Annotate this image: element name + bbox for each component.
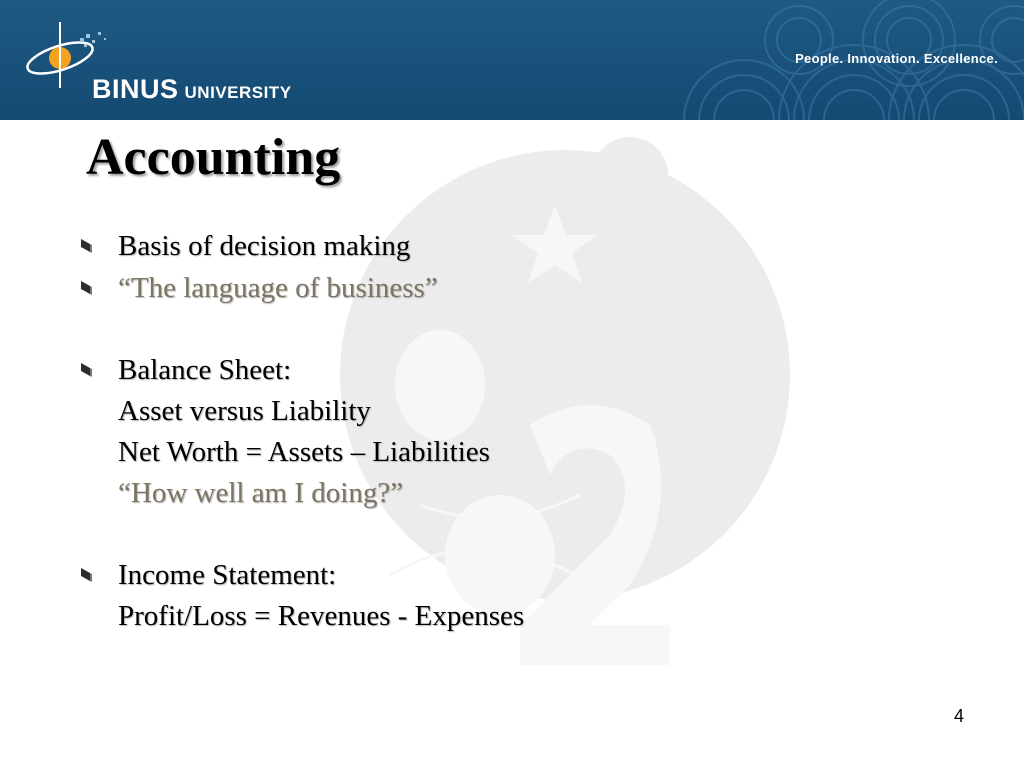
- bullet-item-language-of-business: “The language of business”: [118, 272, 438, 304]
- logo-suffix: UNIVERSITY: [184, 83, 292, 102]
- sub-line-how-well: “How well am I doing?”: [118, 477, 404, 509]
- binus-logo: [22, 18, 302, 108]
- bullet-icon: [80, 239, 92, 253]
- binusian-mascot-watermark: [330, 125, 800, 745]
- bullet-item-decision-making: Basis of decision making: [118, 230, 411, 262]
- slide-title: Accounting: [86, 129, 341, 186]
- bullet-icon: [80, 568, 92, 582]
- bullet-icon: [80, 363, 92, 377]
- bullet-icon: [80, 281, 92, 295]
- slide-header: [0, 0, 1024, 120]
- logo-brand: BINUS: [92, 74, 179, 104]
- header-tagline: People. Innovation. Excellence.: [795, 51, 998, 66]
- sub-line-asset-liability: Asset versus Liability: [118, 395, 371, 427]
- page-number: 4: [953, 706, 964, 726]
- sub-line-profit-loss: Profit/Loss = Revenues - Expenses: [118, 600, 525, 632]
- logo-wordmark: [92, 74, 292, 105]
- bullet-item-balance-sheet: Balance Sheet:: [118, 354, 292, 386]
- sub-line-net-worth: Net Worth = Assets – Liabilities: [118, 436, 490, 468]
- bullet-item-income-statement: Income Statement:: [118, 559, 337, 591]
